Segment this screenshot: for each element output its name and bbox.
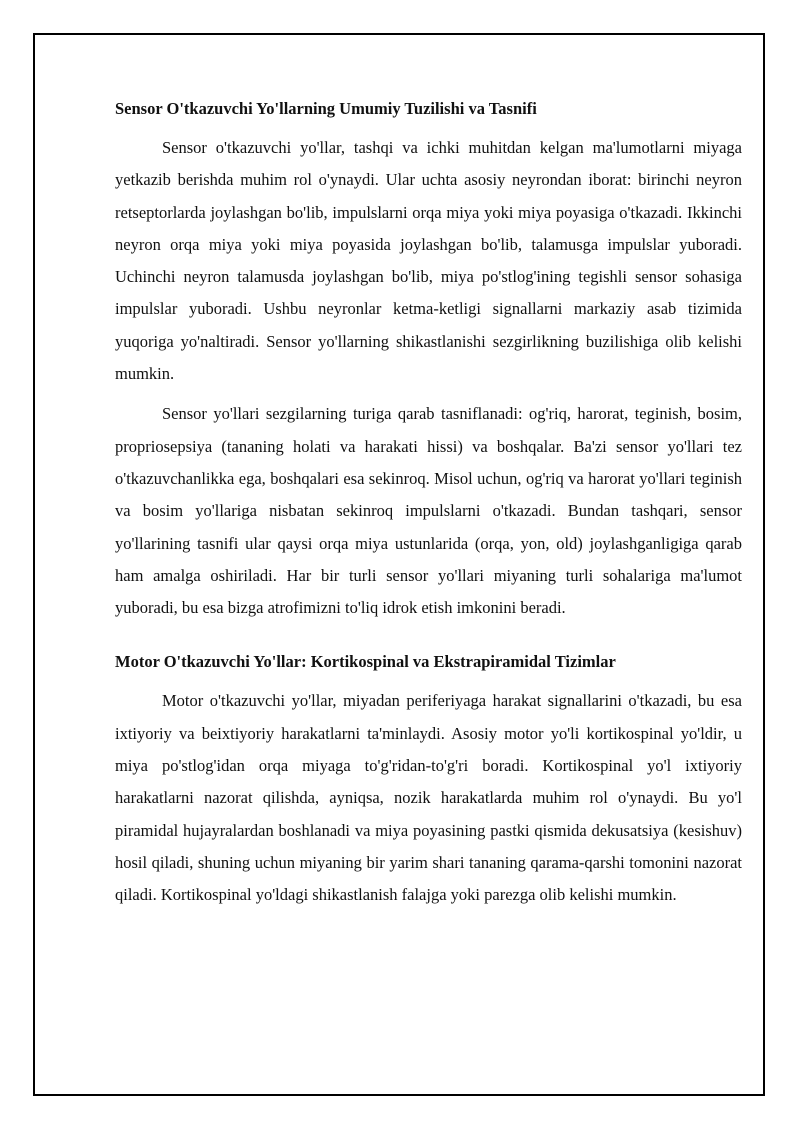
section-sensor-pathways <box>115 97 742 624</box>
section-heading: Sensor O'tkazuvchi Yo'llarning Umumiy Tuzilishi va Tasnifi <box>115 99 537 118</box>
paragraph: Sensor yo'llari sezgilarning turiga qarab tasniflanadi: og'riq, harorat, teginish, bosim, propriosepsiya (tananing holati va harakati hissi) va boshqalar. Ba'zi sensor yo'llari tez o'tkazuvchanlikka ega, boshqalari esa sekinroq. Misol uchun, og'riq va harorat yo'llari teginish va bosim yo'llariga nisbatan sekinroq impulslarni o'tkazadi. Bundan tashqari, sensor yo'llarining tasnifi ular qaysi orqa miya ustunlarida (orqa, yon, old) joylashganligiga qarab ham amalga oshiriladi. Har bir turli sensor yo'llari miyaning turli sohalariga ma'lumot yuboradi, bu esa bizga atrofimizni to'liq idrok etish imkonini beradi. <box>115 404 742 618</box>
section-motor-pathways <box>115 650 742 911</box>
paragraph: Sensor o'tkazuvchi yo'llar, tashqi va ichki muhitdan kelgan ma'lumotlarni miyaga yetkazib berishda muhim rol o'ynaydi. Ular uchta asosiy neyrondan iborat: birinchi neyron retseptorlarda joylashgan bo'lib, impulslarni orqa miya yoki miya poyasiga o'tkazadi. Ikkinchi neyron orqa miya yoki miya poyasida joylashgan bo'lib, talamusga impulslar yuboradi. Uchinchi neyron talamusda joylashgan bo'lib, miya po'stlog'ining tegishli sensor sohasiga impulslar yuboradi. Ushbu neyronlar ketma-ketligi signallarni markaziy asab tizimida yuqoriga yo'naltiradi. Sensor yo'llarning shikastlanishi sezgirlikning buzilishiga olib kelishi mumkin. <box>115 138 742 384</box>
paragraph: Motor o'tkazuvchi yo'llar, miyadan periferiyaga harakat signallarini o'tkazadi, bu esa ixtiyoriy va beixtiyoriy harakatlarni ta'minlaydi. Asosiy motor yo'li kortikospinal yo'ldir, u miya po'stlog'idan orqa miyaga to'g'ridan-to'g'ri boradi. Kortikospinal yo'l ixtiyoriy harakatlarni nazorat qilishda, ayniqsa, nozik harakatlarda muhim rol o'ynaydi. Bu yo'l piramidal hujayralardan boshlanadi va miya poyasining pastki qismida dekusatsiya (kesishuv) hosil qiladi, shuning uchun miyaning bir yarim shari tananing qarama-qarshi tomonini nazorat qiladi. Kortikospinal yo'ldagi shikastlanish falajga yoki parezga olib kelishi mumkin. <box>115 691 742 905</box>
document-body <box>115 97 742 920</box>
section-heading: Motor O'tkazuvchi Yo'llar: Kortikospinal va Ekstrapiramidal Tizimlar <box>115 652 616 672</box>
